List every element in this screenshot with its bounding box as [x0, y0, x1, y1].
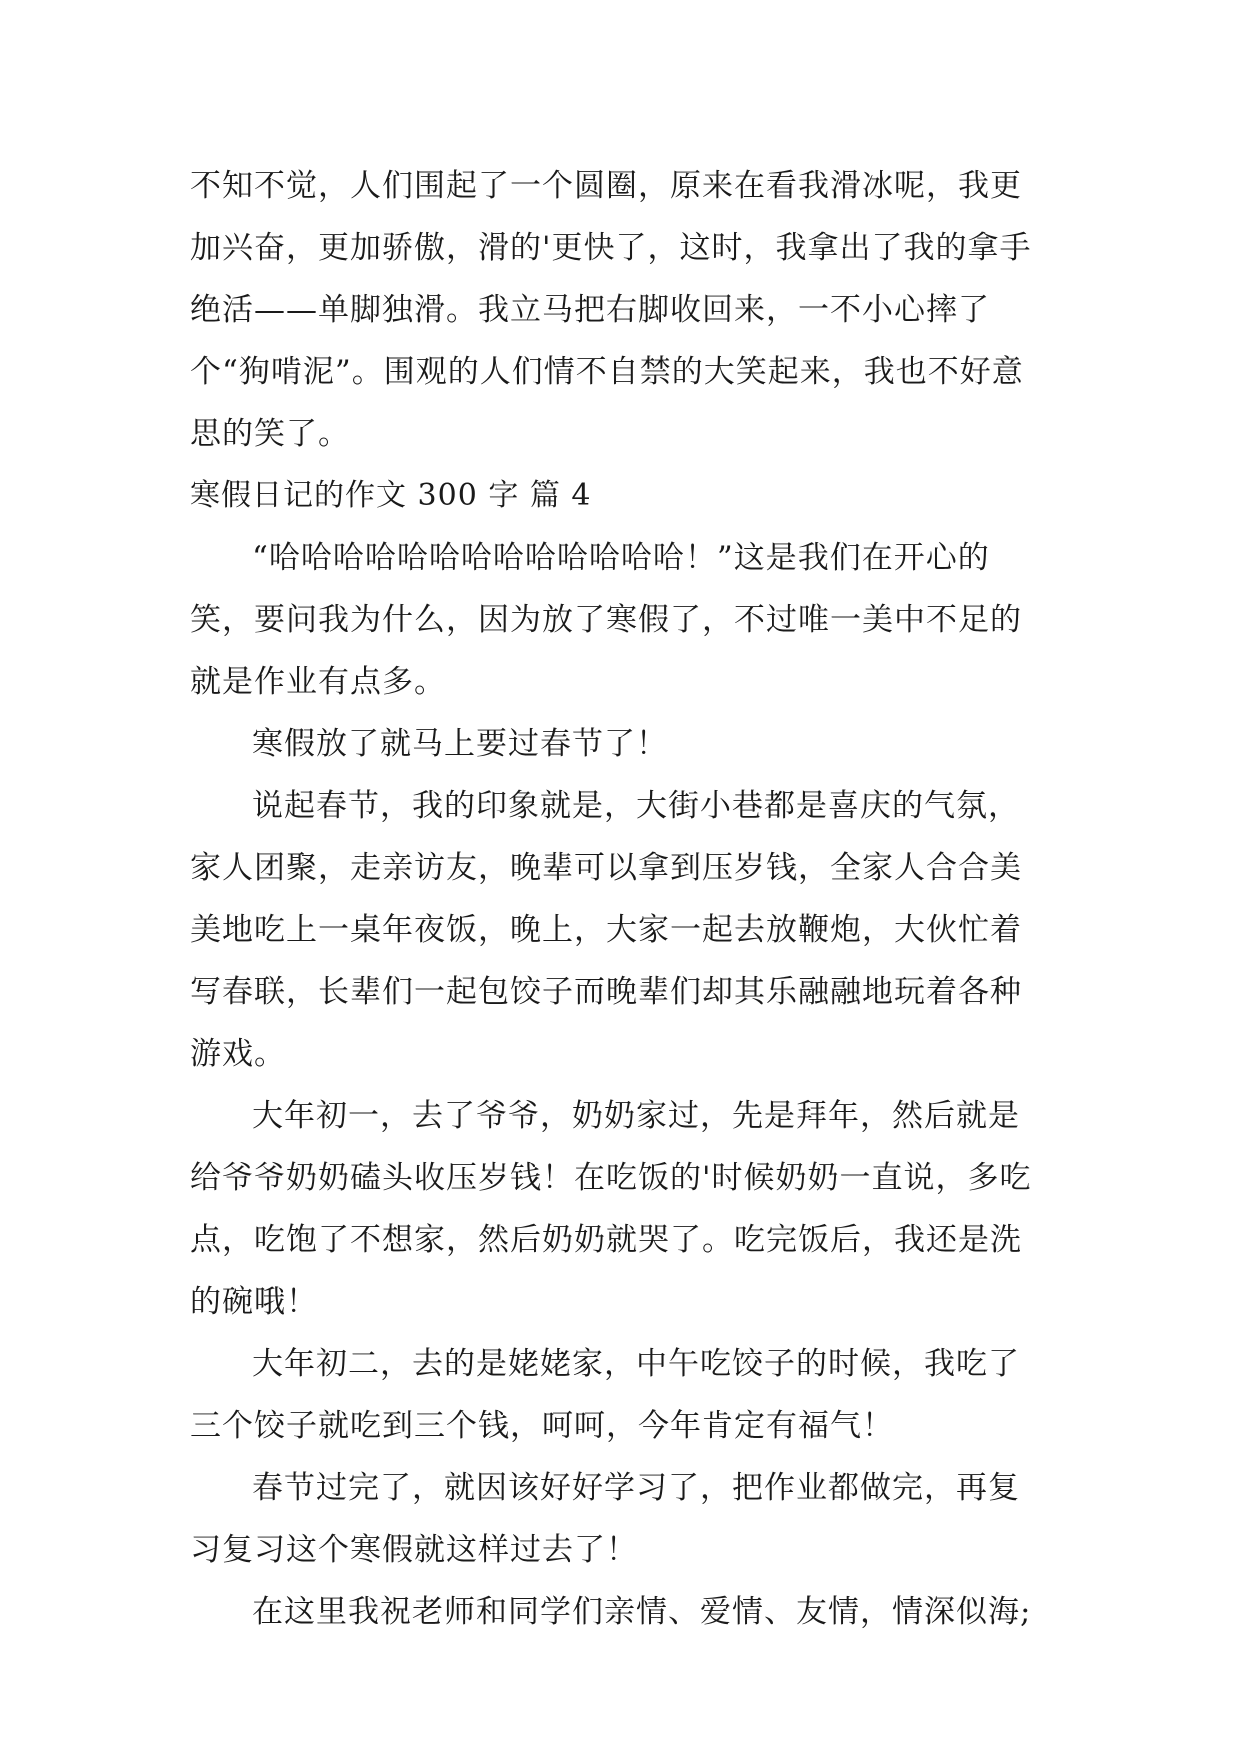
document-body — [190, 155, 1050, 1643]
paragraph-laughing: “哈哈哈哈哈哈哈哈哈哈哈哈哈！”这是我们在开心的笑，要问我为什么，因为放了寒假了，不过唯一美中不足的就是作业有点多。 — [190, 540, 1022, 700]
paragraph-after-festival: 春节过完了，就因该好好学习了，把作业都做完，再复习复习这个寒假就这样过去了！ — [190, 1470, 1020, 1568]
paragraph-skating: 不知不觉，人们围起了一个圆圈，原来在看我滑冰呢，我更加兴奋，更加骄傲，滑的'更快了，这时，我拿出了我的拿手绝活——单脚独滑。我立马把右脚收回来，一不小心摔了个“狗啃泥”。围观的人们情不自禁的大笑起来，我也不好意思的笑了。 — [190, 168, 1032, 452]
section-heading: 寒假日记的作文 300 字 篇 4 — [190, 478, 592, 513]
paragraph-spring-festival-impression: 说起春节，我的印象就是，大街小巷都是喜庆的气氛，家人团聚，走亲访友，晚辈可以拿到压岁钱，全家人合合美美地吃上一桌年夜饭，晚上，大家一起去放鞭炮，大伙忙着写春联，长辈们一起包饺子而晚辈们却其乐融融地玩着各种游戏。 — [190, 788, 1022, 1072]
paragraph-wishes: 在这里我祝老师和同学们亲情、爱情、友情，情深似海; — [252, 1594, 1032, 1630]
paragraph-new-year-day-one: 大年初一，去了爷爷，奶奶家过，先是拜年，然后就是给爷爷奶奶磕头收压岁钱！在吃饭的'时候奶奶一直说，多吃点，吃饱了不想家，然后奶奶就哭了。吃完饭后，我还是洗的碗哦！ — [190, 1098, 1032, 1320]
paragraph-spring-festival-coming: 寒假放了就马上要过春节了！ — [252, 726, 668, 762]
paragraph-new-year-day-two: 大年初二，去的是姥姥家，中午吃饺子的时候，我吃了三个饺子就吃到三个钱，呵呵，今年肯定有福气！ — [190, 1346, 1020, 1444]
